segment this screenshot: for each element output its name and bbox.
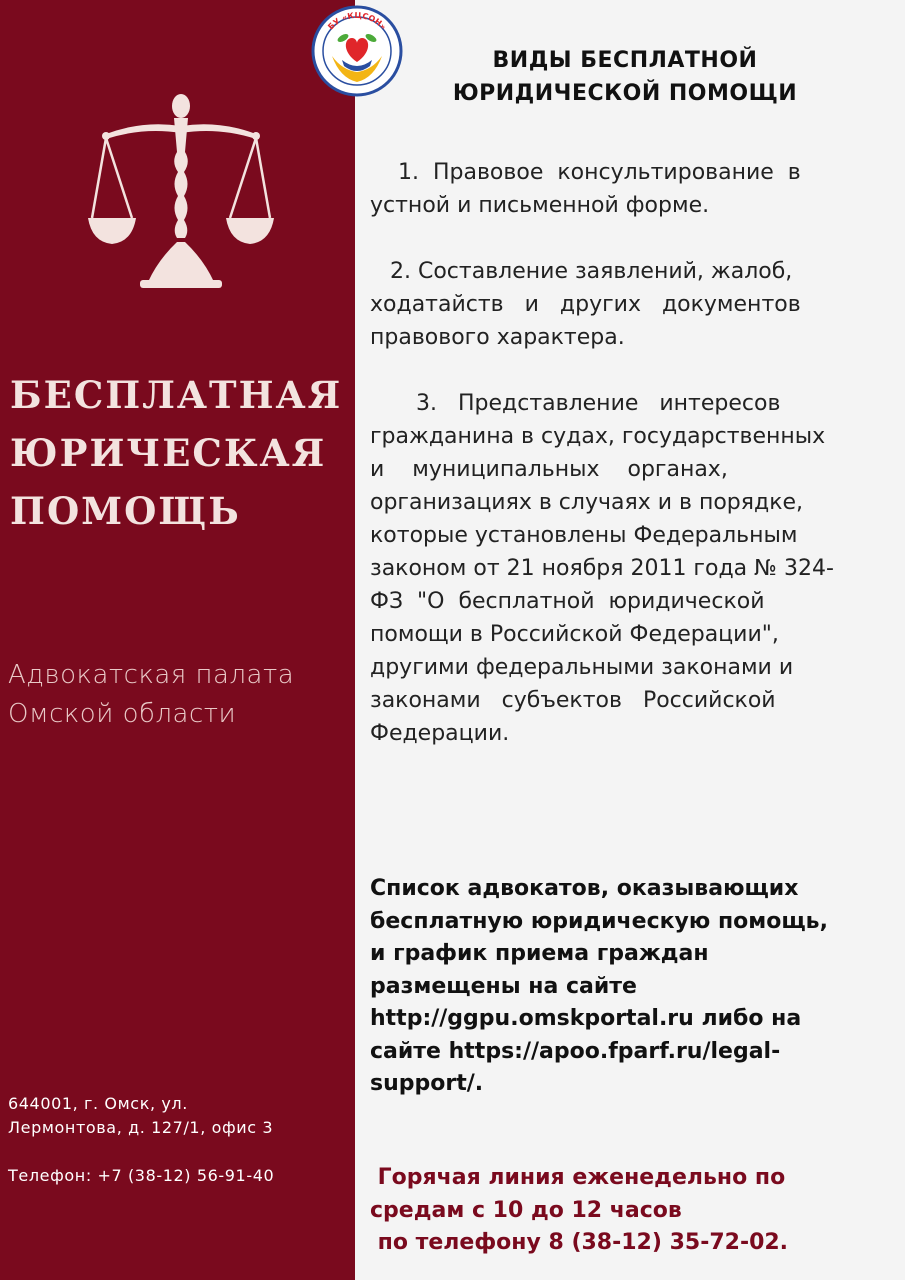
scales-of-justice-icon xyxy=(88,92,274,292)
list-item-line: которые установлены Федеральным xyxy=(370,523,798,548)
hotline-line: средам с 10 до 12 часов xyxy=(370,1197,682,1223)
organization-line: Омской области xyxy=(8,699,237,729)
list-item-line: организациях в случаях и в порядке, xyxy=(370,490,804,515)
main-title-line: ЮРИЧЕСКАЯ xyxy=(10,431,327,475)
note-line: support/. xyxy=(370,1071,484,1096)
hotline-line: Горячая линия еженедельно по xyxy=(370,1165,786,1190)
list-item-line: ходатайств и других документов xyxy=(370,292,801,317)
list-item-line: гражданина в судах, государственных xyxy=(370,424,826,449)
main-title-line: БЕСПЛАТНАЯ xyxy=(10,373,343,417)
address xyxy=(8,1092,353,1140)
hotline-note xyxy=(370,1162,890,1260)
list-item xyxy=(370,156,875,222)
list-item-line: устной и письменной форме. xyxy=(370,193,710,218)
list-item-line: Федерации. xyxy=(370,721,510,746)
organization-name xyxy=(8,656,353,734)
note-line: бесплатную юридическую помощь, xyxy=(370,908,828,934)
list-item xyxy=(370,255,875,354)
list-item-line: ФЗ "О бесплатной юридической xyxy=(370,589,765,614)
list-item-line: помощи в Российской Федерации", xyxy=(370,622,779,647)
note-line: размещены на сайте xyxy=(370,973,637,999)
list-item-line: 3. Представление интересов xyxy=(416,391,781,416)
section-heading-line: ВИДЫ БЕСПЛАТНОЙ xyxy=(492,48,758,73)
lawyers-list-note xyxy=(370,873,890,1101)
heart-hands-logo xyxy=(310,4,404,98)
note-line: сайте https://apoo.fparf.ru/legal- xyxy=(370,1038,781,1064)
address-line: Лермонтова, д. 127/1, офис 3 xyxy=(8,1118,274,1137)
list-item-line: и муниципальных органах, xyxy=(370,457,728,482)
main-title xyxy=(10,366,350,540)
section-heading-line: ЮРИДИЧЕСКОЙ ПОМОЩИ xyxy=(452,81,798,106)
list-item-line: другими федеральными законами и xyxy=(370,655,794,680)
organization-line: Адвокатская палата xyxy=(8,660,295,690)
list-item xyxy=(370,387,875,750)
list-item-line: правового характера. xyxy=(370,325,625,350)
list-item-line: законом от 21 ноября 2011 года № 324- xyxy=(370,556,834,581)
list-item-line: законами субъектов Российской xyxy=(370,688,776,713)
address-line: 644001, г. Омск, ул. xyxy=(8,1094,188,1113)
note-line: и график приема граждан xyxy=(370,941,709,966)
list-item-line: 2. Составление заявлений, жалоб, xyxy=(390,259,793,284)
section-heading xyxy=(395,44,855,110)
hotline-line: по телефону 8 (38-12) 35-72-02. xyxy=(370,1230,789,1255)
list-item-line: 1. Правовое консультирование в xyxy=(398,160,801,185)
note-line: http://ggpu.omskportal.ru либо на xyxy=(370,1006,802,1031)
phone-number: Телефон: +7 (38-12) 56-91-40 xyxy=(8,1166,275,1185)
logo-text: БУ «КЦСОН» xyxy=(326,10,388,32)
note-line: Список адвокатов, оказывающих xyxy=(370,876,799,901)
main-title-line: ПОМОЩЬ xyxy=(10,489,241,533)
